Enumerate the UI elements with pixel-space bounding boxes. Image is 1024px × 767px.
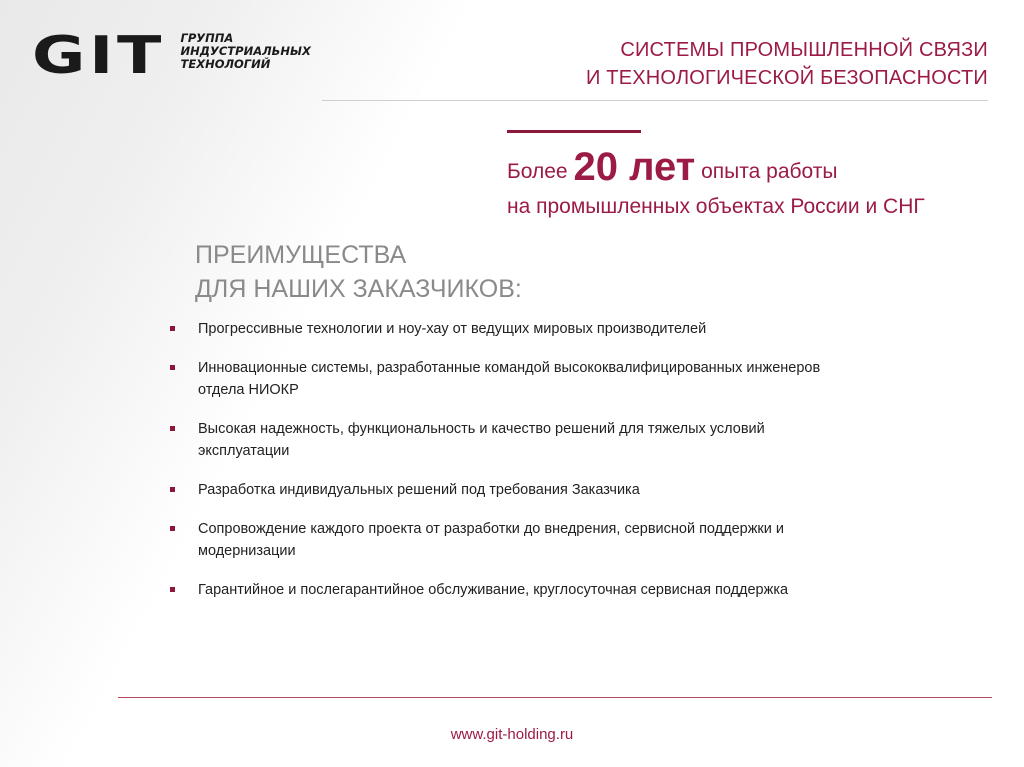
list-item	[170, 318, 950, 340]
list-item-text-continued: эксплуатации	[198, 443, 290, 459]
advantages-heading-line: ПРЕИМУЩЕСТВА	[195, 241, 407, 269]
advantages-list	[170, 318, 950, 618]
logo-line: ТЕХНОЛОГИЙ	[180, 57, 271, 71]
list-item-text-continued: отдела НИОКР	[198, 382, 299, 398]
website-link[interactable]: www.git-holding.ru	[450, 726, 574, 743]
logo-text	[181, 32, 311, 71]
accent-bar	[507, 130, 641, 133]
logo-mark: GIT	[32, 26, 166, 86]
page-title	[586, 36, 988, 92]
bullet-square-icon	[170, 487, 175, 492]
page-title-line: И ТЕХНОЛОГИЧЕСКОЙ БЕЗОПАСНОСТИ	[585, 67, 988, 89]
bullet-square-icon	[170, 426, 175, 431]
footer-divider	[118, 697, 992, 698]
tagline-prefix: Более	[507, 160, 568, 183]
logo-line: ГРУППА	[180, 31, 234, 45]
list-item	[170, 418, 950, 462]
bullet-square-icon	[170, 587, 175, 592]
list-item-text: Инновационные системы, разработанные командой высококвалифицированных инженеров	[198, 360, 821, 376]
tagline-line2: на промышленных объектах России и СНГ	[507, 195, 925, 218]
list-item-text: Высокая надежность, функциональность и качество решений для тяжелых условий	[198, 421, 765, 437]
list-item-text-continued: модернизации	[198, 543, 296, 559]
bullet-square-icon	[170, 365, 175, 370]
company-logo	[32, 26, 311, 86]
advantages-heading	[195, 238, 522, 306]
bullet-square-icon	[170, 526, 175, 531]
list-item	[170, 357, 950, 401]
bullet-square-icon	[170, 326, 175, 331]
list-item	[170, 518, 950, 562]
tagline-suffix: опыта работы	[701, 160, 838, 183]
advantages-heading-line: ДЛЯ НАШИХ ЗАКАЗЧИКОВ:	[195, 275, 522, 303]
page-title-line: СИСТЕМЫ ПРОМЫШЛЕННОЙ СВЯЗИ	[620, 39, 988, 61]
list-item-text: Гарантийное и послегарантийное обслуживание, круглосуточная сервисная поддержка	[198, 582, 789, 598]
list-item-text: Разработка индивидуальных решений под требования Заказчика	[198, 482, 640, 498]
list-item-text: Прогрессивные технологии и ноу-хау от ведущих мировых производителей	[198, 321, 707, 337]
logo-line: ИНДУСТРИАЛЬНЫХ	[180, 44, 311, 58]
list-item-text: Сопровождение каждого проекта от разработки до внедрения, сервисной поддержки и	[198, 521, 785, 537]
tagline-highlight: 20 лет	[573, 145, 696, 189]
experience-tagline	[507, 145, 925, 220]
header-divider	[322, 100, 988, 101]
list-item	[170, 579, 950, 601]
list-item	[170, 479, 950, 501]
